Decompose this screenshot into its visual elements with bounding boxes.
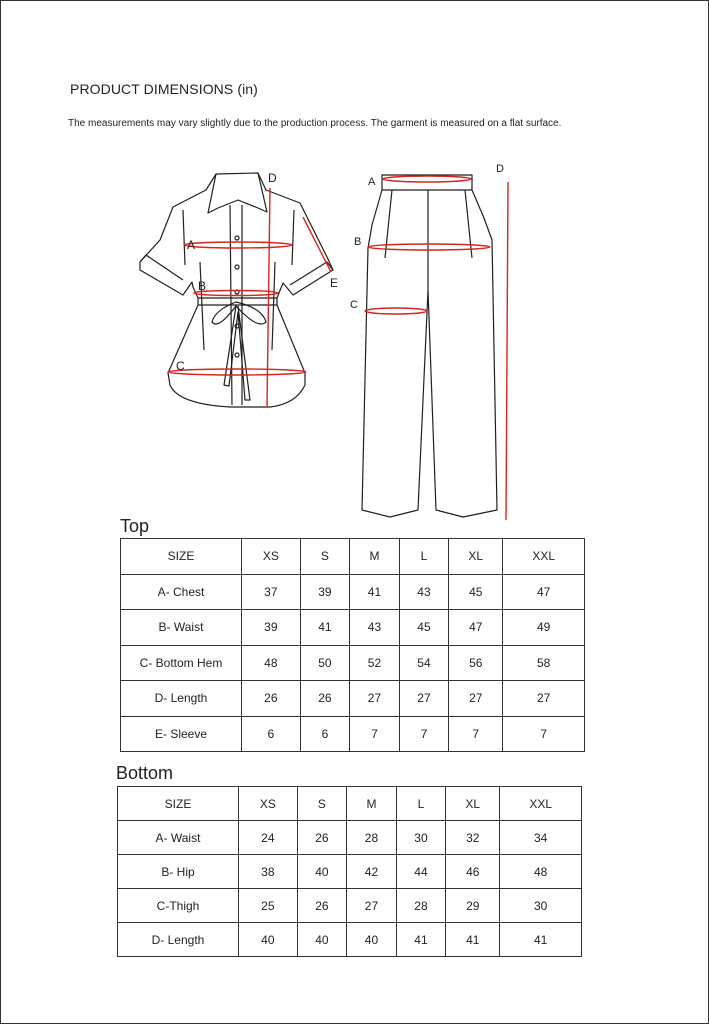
value-cell: 7 — [350, 716, 400, 752]
value-cell: 42 — [347, 855, 397, 889]
value-cell: 48 — [242, 645, 301, 681]
header-row — [121, 539, 585, 575]
label-d: D — [496, 163, 504, 175]
value-cell: 45 — [399, 610, 449, 646]
header-cell: M — [350, 539, 400, 575]
table-row — [121, 645, 585, 681]
label-c: C — [176, 359, 185, 373]
measure-label-cell: C- Bottom Hem — [121, 645, 242, 681]
value-cell: 43 — [350, 610, 400, 646]
value-cell: 50 — [300, 645, 350, 681]
table-row — [118, 855, 582, 889]
header-cell: L — [399, 539, 449, 575]
value-cell: 44 — [396, 855, 446, 889]
measure-label-cell: C-Thigh — [118, 889, 239, 923]
label-e: E — [330, 276, 339, 290]
value-cell: 7 — [449, 716, 503, 752]
value-cell: 26 — [297, 821, 347, 855]
header-cell: XXL — [500, 787, 582, 821]
value-cell: 52 — [350, 645, 400, 681]
top-size-table — [120, 538, 585, 752]
measure-label-cell: D- Length — [121, 681, 242, 717]
measure-label-cell: E- Sleeve — [121, 716, 242, 752]
header-cell: XL — [449, 539, 503, 575]
measure-label-cell: D- Length — [118, 923, 239, 957]
pants-labels — [350, 163, 504, 311]
value-cell: 7 — [399, 716, 449, 752]
header-cell: S — [297, 787, 347, 821]
value-cell: 58 — [503, 645, 585, 681]
value-cell: 34 — [500, 821, 582, 855]
table-row — [121, 610, 585, 646]
value-cell: 38 — [239, 855, 298, 889]
label-a: A — [368, 176, 376, 188]
table-row — [118, 889, 582, 923]
value-cell: 27 — [350, 681, 400, 717]
value-cell: 40 — [347, 923, 397, 957]
value-cell: 28 — [396, 889, 446, 923]
measure-label-cell: A- Waist — [118, 821, 239, 855]
value-cell: 48 — [500, 855, 582, 889]
label-d: D — [268, 171, 277, 185]
table-row — [118, 821, 582, 855]
value-cell: 26 — [300, 681, 350, 717]
value-cell: 7 — [503, 716, 585, 752]
table-row — [121, 681, 585, 717]
value-cell: 46 — [446, 855, 500, 889]
value-cell: 27 — [503, 681, 585, 717]
value-cell: 24 — [239, 821, 298, 855]
pants-illustration — [362, 175, 497, 517]
header-cell: XS — [242, 539, 301, 575]
value-cell: 47 — [449, 610, 503, 646]
bottom-size-table — [117, 786, 582, 957]
value-cell: 41 — [350, 574, 400, 610]
value-cell: 30 — [396, 821, 446, 855]
label-b: B — [354, 236, 362, 248]
table-row — [121, 716, 585, 752]
value-cell: 40 — [297, 855, 347, 889]
value-cell: 49 — [503, 610, 585, 646]
page-title: PRODUCT DIMENSIONS (in) — [70, 81, 258, 97]
value-cell: 41 — [446, 923, 500, 957]
measure-label-cell: A- Chest — [121, 574, 242, 610]
header-cell: M — [347, 787, 397, 821]
value-cell: 27 — [347, 889, 397, 923]
page-subtitle: The measurements may vary slightly due to the production process. The garment is measured on a flat surface. — [68, 118, 562, 129]
top-table-title: Top — [120, 516, 150, 536]
value-cell: 39 — [300, 574, 350, 610]
header-cell: S — [300, 539, 350, 575]
header-row — [118, 787, 582, 821]
value-cell: 29 — [446, 889, 500, 923]
table-row — [118, 923, 582, 957]
value-cell: 26 — [242, 681, 301, 717]
label-c: C — [350, 299, 358, 311]
value-cell: 28 — [347, 821, 397, 855]
table-row — [121, 574, 585, 610]
value-cell: 40 — [239, 923, 298, 957]
value-cell: 6 — [300, 716, 350, 752]
measure-label-cell: B- Hip — [118, 855, 239, 889]
value-cell: 41 — [500, 923, 582, 957]
header-cell: SIZE — [118, 787, 239, 821]
value-cell: 26 — [297, 889, 347, 923]
header-cell: L — [396, 787, 446, 821]
value-cell: 43 — [399, 574, 449, 610]
value-cell: 30 — [500, 889, 582, 923]
value-cell: 40 — [297, 923, 347, 957]
pants-measure-lines — [365, 176, 508, 520]
header-cell: XS — [239, 787, 298, 821]
value-cell: 27 — [399, 681, 449, 717]
value-cell: 32 — [446, 821, 500, 855]
value-cell: 54 — [399, 645, 449, 681]
value-cell: 37 — [242, 574, 301, 610]
measure-label-cell: B- Waist — [121, 610, 242, 646]
header-cell: XXL — [503, 539, 585, 575]
value-cell: 45 — [449, 574, 503, 610]
header-cell: XL — [446, 787, 500, 821]
header-cell: SIZE — [121, 539, 242, 575]
label-b: B — [198, 279, 207, 293]
value-cell: 27 — [449, 681, 503, 717]
value-cell: 47 — [503, 574, 585, 610]
bottom-table-title: Bottom — [116, 763, 174, 783]
value-cell: 6 — [242, 716, 301, 752]
value-cell: 39 — [242, 610, 301, 646]
value-cell: 41 — [300, 610, 350, 646]
value-cell: 25 — [239, 889, 298, 923]
value-cell: 41 — [396, 923, 446, 957]
label-a: A — [187, 238, 196, 252]
value-cell: 56 — [449, 645, 503, 681]
